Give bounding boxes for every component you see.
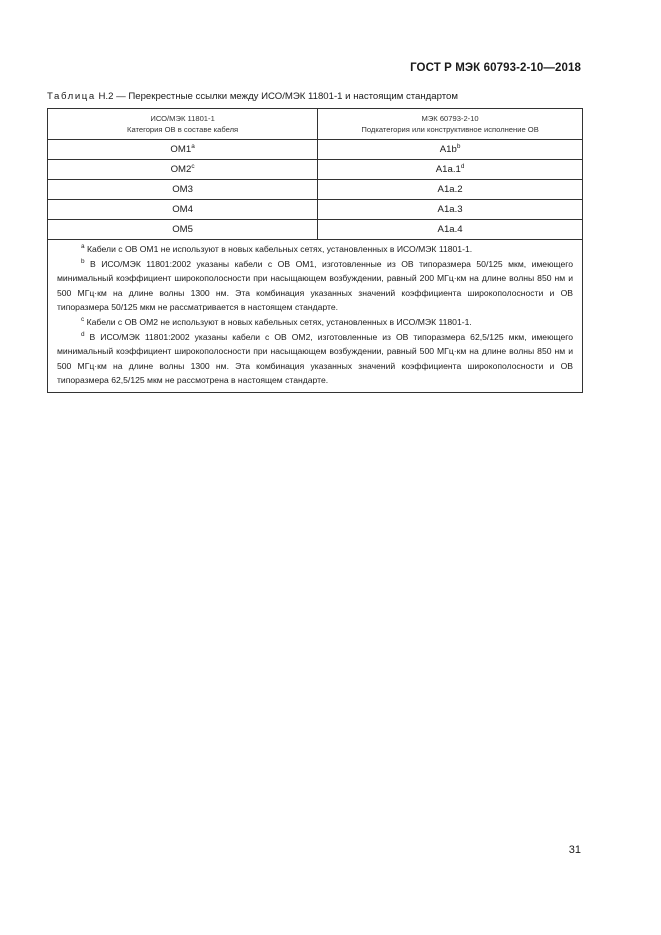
iso-category-cell bbox=[48, 200, 318, 220]
table-row bbox=[48, 180, 583, 200]
table-caption-label: Таблица bbox=[47, 91, 96, 102]
footnote-mark: c bbox=[81, 316, 85, 324]
table-notes-cell bbox=[48, 240, 583, 393]
iec-subcategory-cell bbox=[318, 220, 583, 240]
footnote-text: Кабели с ОВ ОМ1 не используют в новых кабельных сетях, установленных в ИСО/МЭК 11801-1. bbox=[84, 244, 473, 254]
iso-category-value: ОМ4 bbox=[172, 204, 193, 215]
iso-category-cell bbox=[48, 160, 318, 180]
iso-category-cell bbox=[48, 220, 318, 240]
footnote-b bbox=[57, 257, 573, 314]
table-caption bbox=[47, 91, 458, 102]
footnote-c bbox=[57, 315, 573, 329]
iec-subcategory-value: A1a.2 bbox=[437, 184, 463, 195]
column-header-iec-line1: МЭК 60793-2-10 bbox=[421, 114, 479, 123]
table-caption-number: Н.2 bbox=[98, 91, 114, 102]
column-header-iec bbox=[318, 109, 583, 140]
footnote-marker: a bbox=[191, 143, 195, 150]
column-header-iec-line2: Подкатегория или конструктивное исполнение ОВ bbox=[361, 125, 539, 134]
table-row bbox=[48, 200, 583, 220]
iec-subcategory-value: A1a.4 bbox=[437, 224, 463, 235]
iec-subcategory-cell bbox=[318, 160, 583, 180]
iso-category-value: ОМ1 bbox=[170, 144, 192, 155]
table-row bbox=[48, 160, 583, 180]
column-header-iso bbox=[48, 109, 318, 140]
iec-subcategory-value: A1a.3 bbox=[437, 204, 463, 215]
footnote-mark: a bbox=[81, 243, 85, 250]
table-row bbox=[48, 220, 583, 240]
footnote-mark: d bbox=[81, 331, 85, 339]
page-number: 31 bbox=[568, 844, 581, 856]
iec-subcategory-cell bbox=[318, 180, 583, 200]
column-header-iso-line2: Категория ОВ в составе кабеля bbox=[127, 125, 239, 134]
table-caption-title: — Перекрестные ссылки между ИСО/МЭК 11801-1 и настоящим стандартом bbox=[113, 91, 458, 102]
iso-category-value: ОМ5 bbox=[172, 224, 193, 235]
iso-category-value: ОМ3 bbox=[172, 184, 193, 195]
iec-subcategory-cell bbox=[318, 200, 583, 220]
table-row bbox=[48, 140, 583, 160]
iso-category-cell bbox=[48, 180, 318, 200]
cross-reference-table-wrapper bbox=[47, 108, 583, 393]
column-header-iso-line1: ИСО/МЭК 11801-1 bbox=[150, 114, 215, 123]
footnote-marker: d bbox=[460, 163, 465, 170]
footnote-text: В ИСО/МЭК 11801:2002 указаны кабели с ОВ ОМ2, изготовленные из ОВ типоразмера 62,5/125 мкм, имеющего минимальный коэффициент широкополосности при насыщающем возбуждении, равный 500 МГц·км на длине волны 850 нм и 500 МГц·км на длине волны 1300 нм. Эта комбинация указанных значений коэффициента широкополосности и ОВ типоразмера 62,5/125 мкм не рассмотрена в настоящем стандарте. bbox=[57, 332, 573, 385]
footnote-marker: b bbox=[456, 143, 461, 150]
cross-reference-table bbox=[47, 108, 583, 393]
footnote-a bbox=[57, 242, 573, 256]
footnote-text: В ИСО/МЭК 11801:2002 указаны кабели с ОВ ОМ1, изготовленные из ОВ типоразмера 50/125 мкм, имеющего минимальный коэффициент широкополосности при насыщающем возбуждении, равный 200 МГц·км на длине волны 850 нм и 500 МГц·км на длине волны 1300 нм. Эта комбинация указанных значений коэффициента широкополосности и ОВ типоразмера 50/125 мкм не рассматривается в настоящем стандарте. bbox=[57, 259, 573, 312]
iec-subcategory-value: A1b bbox=[439, 144, 457, 155]
iso-category-cell bbox=[48, 140, 318, 160]
footnote-marker: c bbox=[191, 163, 195, 170]
standard-designation: ГОСТ Р МЭК 60793-2-10—2018 bbox=[410, 62, 581, 74]
table-header-row bbox=[48, 109, 583, 140]
footnote-d bbox=[57, 330, 573, 387]
iec-subcategory-value: A1a.1 bbox=[435, 164, 461, 175]
table-notes-row bbox=[48, 240, 583, 393]
footnote-mark: b bbox=[81, 258, 85, 266]
footnote-text: Кабели с ОВ ОМ2 не используют в новых кабельных сетях, установленных в ИСО/МЭК 11801-1. bbox=[84, 317, 472, 328]
iec-subcategory-cell bbox=[318, 140, 583, 160]
iso-category-value: ОМ2 bbox=[170, 164, 192, 175]
